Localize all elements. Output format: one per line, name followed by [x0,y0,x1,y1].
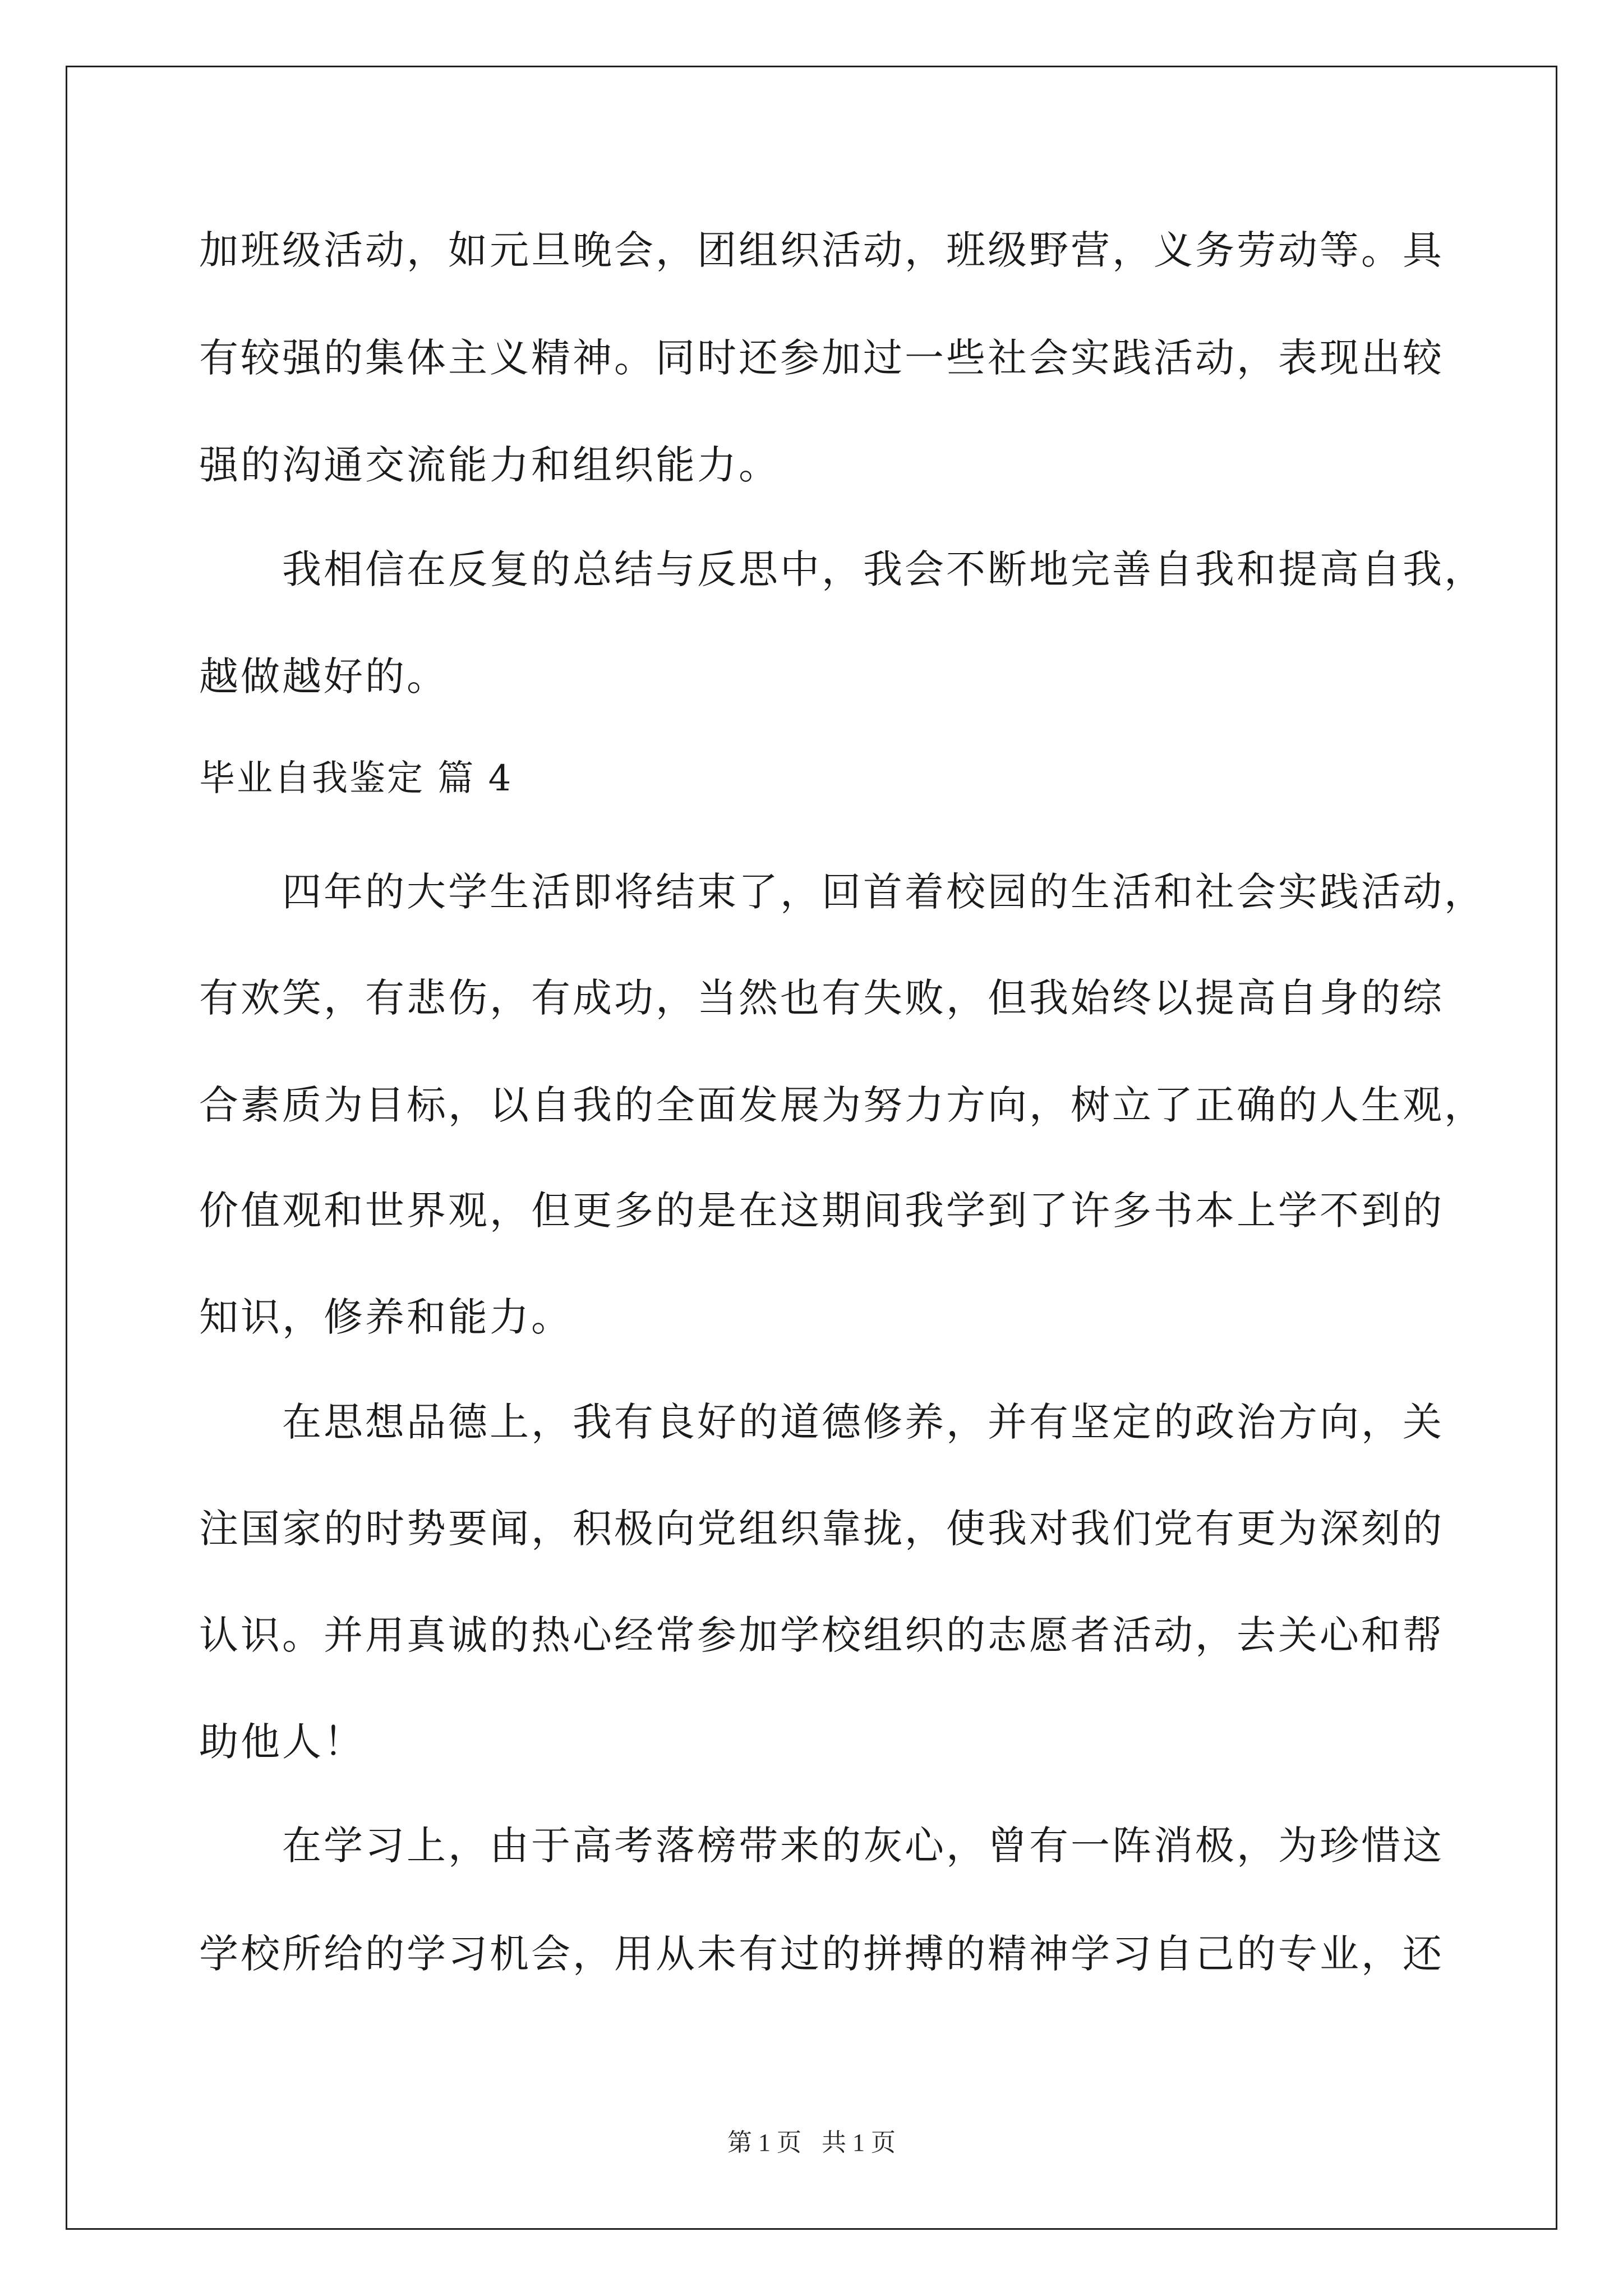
body-line-11: 知识，修养和能力。 [199,1294,573,1340]
page-border [66,66,1557,2230]
body-line-9: 合素质为目标，以自我的全面发展为努力方向，树立了正确的人生观， [199,1082,1486,1128]
body-line-15: 助他人！ [199,1719,365,1765]
body-line-8: 有欢笑，有悲伤，有成功，当然也有失败，但我始终以提高自身的综 [199,975,1444,1021]
page-number: 第 1 页 [727,2129,801,2156]
body-line-10: 价值观和世界观，但更多的是在这期间我学到了许多书本上学不到的 [199,1188,1444,1234]
body-line-7: 四年的大学生活即将结束了，回首着校园的生活和社会实践活动， [282,869,1486,915]
body-line-13: 注国家的时势要闻，积极向党组织靠拢，使我对我们党有更为深刻的 [199,1506,1444,1552]
page-total: 共 1 页 [822,2129,896,2156]
body-line-14: 认识。并用真诚的热心经常参加学校组织的志愿者活动，去关心和帮 [199,1612,1444,1658]
body-line-2: 有较强的集体主义精神。同时还参加过一些社会实践活动，表现出较 [199,335,1444,381]
body-line-5: 越做越好的。 [199,654,448,700]
body-line-17: 学校所给的学习机会，用从未有过的拼搏的精神学习自己的专业，还 [199,1931,1444,1977]
body-line-1: 加班级活动，如元旦晚会，团组织活动，班级野营，义务劳动等。具 [199,227,1444,273]
body-line-4: 我相信在反复的总结与反思中，我会不断地完善自我和提高自我， [282,546,1486,592]
body-line-3: 强的沟通交流能力和组织能力。 [199,442,780,488]
page-footer [0,2126,1623,2160]
section-heading: 毕业自我鉴定 篇 4 [199,758,513,799]
body-line-12: 在思想品德上，我有良好的道德修养，并有坚定的政治方向，关 [282,1399,1444,1445]
body-line-16: 在学习上，由于高考落榜带来的灰心，曾有一阵消极，为珍惜这 [282,1823,1444,1869]
